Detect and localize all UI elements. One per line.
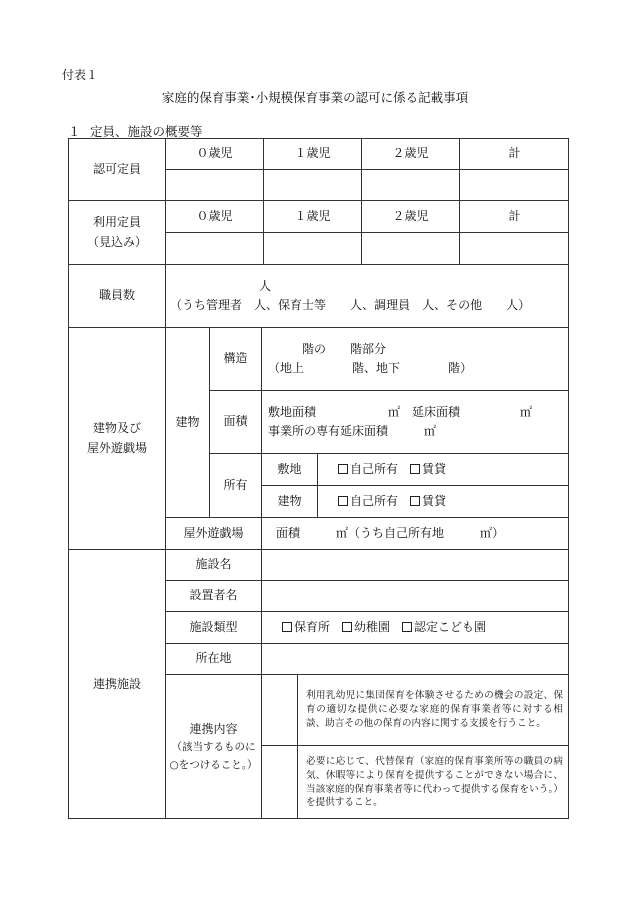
structure-below-floor: 階 [448, 361, 461, 375]
playground-own-part: （うち自己所有地 [348, 525, 445, 540]
content-item-1-text: 利用乳幼児に集団保育を体験させるための機会の設定、保育の適切な提供に必要な家庭的保育事業者等に対する相談、助言その他の保育の内容に関する支援を行うこと。 [306, 690, 563, 729]
staff-count-cell[interactable] [165, 264, 569, 327]
building-group-label-line2: 屋外遊戯場 [86, 440, 147, 455]
usage-label-line2: （見込み） [86, 234, 147, 249]
staff-nurse-unit: 人 [350, 298, 363, 312]
structure-above-floor: 階 [352, 361, 365, 375]
area-label: 面積 [209, 390, 261, 453]
structure-below: 、地下 [364, 361, 401, 375]
content-mark-2[interactable] [261, 745, 297, 819]
partner-address-input[interactable] [261, 643, 569, 674]
appendix-label: 付表１ [62, 68, 99, 82]
type-kindergarten-checkbox[interactable] [342, 618, 390, 637]
playground-area-label: 面積 [276, 525, 301, 540]
usage-label-line1: 利用定員 [92, 215, 141, 230]
ownership-building-label: 建物 [261, 485, 317, 517]
partner-content-note-line2: ○をつけること。） [169, 758, 258, 771]
site-area-unit: ㎡ [388, 404, 401, 419]
area-row1 [262, 403, 532, 422]
ownership-label: 所有 [209, 453, 261, 517]
capacity-input-age0[interactable] [165, 169, 263, 200]
usage-header-age1: １歳児 [263, 200, 361, 232]
playground-close: ） [492, 525, 505, 540]
staff-total-unit: 人 [259, 278, 272, 293]
capacity-header-age2: ２歳児 [361, 138, 459, 169]
site-lease-checkbox[interactable] [410, 460, 446, 479]
usage-input-age0[interactable] [165, 232, 263, 264]
capacity-header-age0: ０歳児 [165, 138, 263, 169]
floor-area-unit: ㎡ [520, 404, 533, 419]
playground-own-unit: ㎡ [480, 525, 493, 540]
content-mark-1[interactable] [261, 674, 297, 745]
staff-other-unit: 人 [506, 298, 519, 312]
content-item-2 [297, 745, 569, 819]
building-label: 建物 [165, 327, 209, 517]
partner-founder-input[interactable] [261, 580, 569, 611]
structure-floors [262, 340, 386, 359]
content-item-1 [297, 674, 569, 745]
staff-breakdown-open: （うち管理者 [170, 298, 243, 312]
type-kindergarten-label: 幼稚園 [354, 619, 391, 634]
type-certified-center-label: 認定こども園 [414, 619, 487, 634]
structure-floors-b: 階部分 [350, 341, 387, 356]
partner-type-options [261, 611, 569, 643]
usage-input-age2[interactable] [361, 232, 459, 264]
type-certified-center-checkbox[interactable] [402, 618, 486, 637]
partner-founder-label: 設置者名 [165, 580, 261, 611]
staff-manager-unit: 人 [254, 298, 267, 312]
capacity-header-age1: １歳児 [263, 138, 361, 169]
usage-input-age1[interactable] [263, 232, 361, 264]
capacity-input-age2[interactable] [361, 169, 459, 200]
ownership-site-label: 敷地 [261, 453, 317, 485]
section-number: １ [68, 124, 81, 139]
type-nursery-checkbox[interactable] [282, 618, 330, 637]
structure-close: ） [460, 361, 473, 375]
site-area-label: 敷地面積 [268, 404, 317, 419]
usage-label [68, 200, 165, 264]
ownership-building-options [317, 485, 569, 517]
floor-area-label: 延床面積 [412, 404, 461, 419]
partner-content-note-line1: （該当するものに [171, 740, 256, 753]
application-form-table [68, 138, 569, 819]
staff-breakdown [166, 296, 530, 315]
playground-label: 屋外遊戯場 [165, 517, 261, 549]
partner-address-label: 所在地 [165, 643, 261, 674]
site-own-label: 自己所有 [350, 461, 399, 476]
usage-input-total[interactable] [459, 232, 569, 264]
building-own-label: 自己所有 [350, 493, 399, 508]
partner-type-label: 施設類型 [165, 611, 261, 643]
ownership-site-options [317, 453, 569, 485]
building-group-label [68, 327, 165, 549]
partner-content-title: 連携内容 [189, 721, 238, 736]
area-row2 [262, 422, 436, 441]
structure-floors-a: 階の [302, 341, 327, 356]
staff-breakdown-sep2: 、調理員 [362, 298, 411, 312]
partner-label: 連携施設 [68, 549, 165, 819]
type-nursery-label: 保育所 [294, 619, 331, 634]
partner-content-label [165, 674, 261, 819]
capacity-header-total: 計 [459, 138, 569, 169]
staff-breakdown-close: ） [518, 298, 531, 312]
section-title: 定員、施設の概要等 [90, 124, 203, 139]
playground-area-unit: ㎡ [336, 525, 349, 540]
site-own-checkbox[interactable] [338, 460, 398, 479]
usage-header-age2: ２歳児 [361, 200, 459, 232]
playground-field[interactable] [261, 517, 569, 549]
capacity-input-total[interactable] [459, 169, 569, 200]
usage-header-age0: ０歳児 [165, 200, 263, 232]
building-own-checkbox[interactable] [338, 492, 398, 511]
document-title: 家庭的保育事業･小規模保育事業の認可に係る記載事項 [161, 90, 469, 105]
building-lease-label: 賃貸 [422, 493, 447, 508]
structure-field[interactable] [261, 327, 569, 390]
building-lease-checkbox[interactable] [410, 492, 446, 511]
content-item-2-text: 必要に応じて、代替保育（家庭的保育事業所等の職員の病気、休暇等により保育を提供することができない場合に、当該家庭的保育事業者等に代わって提供する保育をいう。）を提供すること。 [306, 755, 563, 809]
site-lease-label: 賃貸 [422, 461, 447, 476]
structure-above-open: （地上 [268, 361, 305, 375]
capacity-input-age1[interactable] [263, 169, 361, 200]
staff-label: 職員数 [68, 264, 165, 327]
building-group-label-line1: 建物及び [92, 421, 141, 436]
area-field[interactable] [261, 390, 569, 453]
exclusive-area-unit: ㎡ [424, 424, 437, 438]
partner-name-input[interactable] [261, 549, 569, 580]
usage-header-total: 計 [459, 200, 569, 232]
partner-name-label: 施設名 [165, 549, 261, 580]
structure-above-below [262, 359, 472, 378]
staff-breakdown-sep1: 、保育士等 [266, 298, 327, 312]
staff-breakdown-sep3: 、その他 [434, 298, 483, 312]
structure-label: 構造 [209, 327, 261, 390]
exclusive-area-label: 事業所の専有延床面積 [268, 424, 389, 438]
staff-cook-unit: 人 [422, 298, 435, 312]
capacity-label: 認可定員 [68, 138, 165, 200]
